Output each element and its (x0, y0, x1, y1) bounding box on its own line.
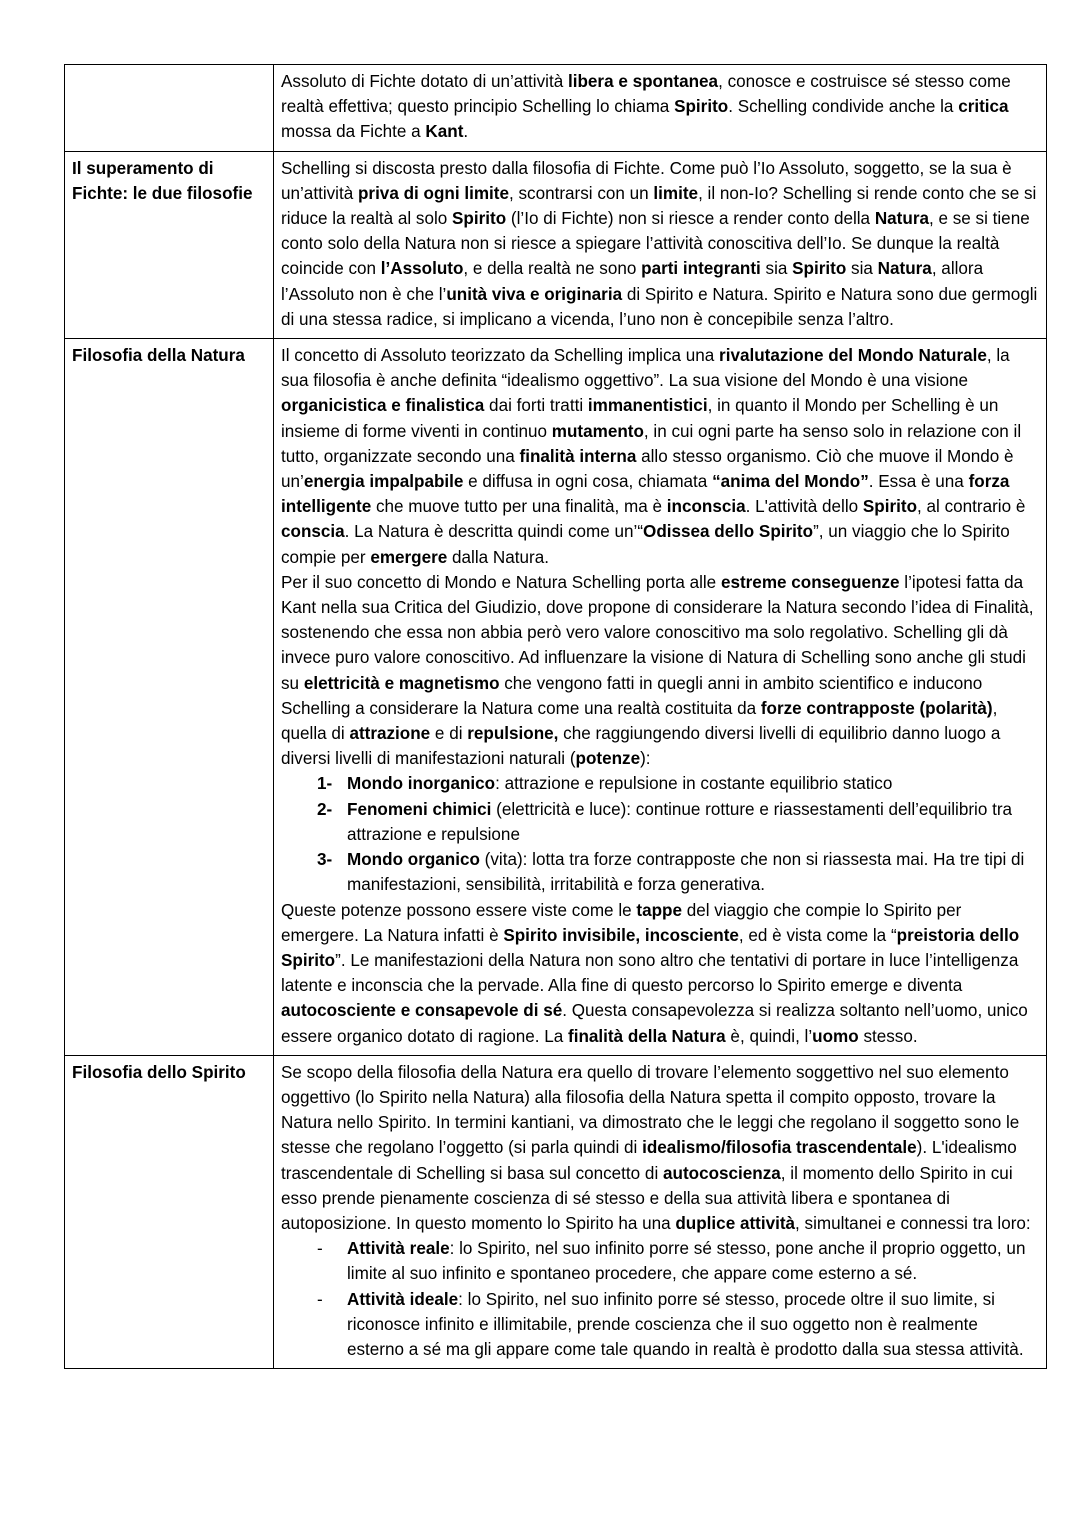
row-topic-label (65, 1055, 274, 1368)
text-run: , conosce e costruisce sé stesso come realtà effettiva; questo principio Schelling lo chiama (281, 72, 1011, 117)
text-run: , allora l’Assoluto non è che l’ (281, 259, 984, 304)
list-item-marker: - (317, 1289, 323, 1309)
text-run-bold: Odissea dello Spirito (643, 522, 814, 542)
content-paragraph (281, 343, 1039, 570)
text-run: e di (430, 724, 468, 744)
text-run: , ed è vista come la “ (738, 925, 897, 945)
text-run: . (463, 122, 469, 142)
text-run: . Questa consapevolezza si realizza soltanto nell’uomo, unico essere organico dotato di ragione. La (281, 1001, 1028, 1046)
row-content-cell (274, 151, 1047, 338)
list-item-text (347, 1236, 1039, 1286)
row-content-cell (274, 1055, 1047, 1368)
text-run: , il non-Io? Schelling si rende conto che se si riduce la realtà al solo (281, 183, 1037, 229)
text-run-bold: “anima del Mondo” (712, 472, 869, 492)
list-item-text (347, 847, 1039, 897)
text-run: allo stesso organismo. Ciò che muove il Mondo è un’ (281, 446, 1014, 492)
text-run-bold: emergere (370, 547, 448, 567)
notes-table-body (65, 65, 1047, 1369)
text-run-bold: estreme conseguenze (720, 572, 900, 592)
list-item-text (347, 1287, 1039, 1363)
list-item-marker: 3- (317, 850, 333, 870)
table-row (65, 1055, 1047, 1368)
text-run-bold: finalità della Natura (568, 1026, 726, 1046)
list-item-marker: - (317, 1239, 323, 1259)
table-row (65, 65, 1047, 152)
text-run-bold: immanentistici (587, 396, 708, 416)
notes-table (64, 64, 1047, 1369)
text-run-bold: unità viva e originaria (446, 284, 623, 304)
text-run-bold: Mondo organico (347, 850, 480, 870)
text-run-bold: Natura (874, 209, 929, 229)
text-run: che vengono fatti in quegli anni in ambito scientifico e inducono Schelling a considerare la Natura come una realtà costituita da (281, 673, 983, 718)
text-run: Queste potenze possono essere viste come le (281, 900, 637, 920)
text-run-bold: conscia (281, 522, 345, 542)
table-row (65, 151, 1047, 338)
text-run: ): (640, 749, 651, 769)
text-run-bold: l’Assoluto (380, 259, 464, 279)
content-list (281, 771, 1039, 897)
row-topic-label (65, 151, 274, 338)
text-run: sia (760, 259, 793, 279)
content-paragraph (281, 898, 1039, 1049)
text-run: , e della realtà ne sono (463, 259, 642, 279)
text-run: : lo Spirito, nel suo infinito porre sé stesso, procede oltre il suo limite, si riconosce infinito e illimitabile, prende coscienza che il suo oggetto non è realmente esterno a sé ma gli appare come tale quando in realtà è prodotto dalla sua stessa attività. (347, 1289, 1024, 1359)
content-paragraph (281, 1060, 1039, 1236)
text-run: ”. Le manifestazioni della Natura non sono altro che tentativi di portare in luce l’intelligenza latente e inconscia che la pervade. Alla fine di questo percorso lo Spirito emerge e diventa (281, 950, 1019, 996)
text-run-bold: autocoscienza (663, 1163, 781, 1183)
text-run: dalla Natura. (447, 547, 549, 567)
text-run-bold: Spirito invisibile, incosciente (503, 925, 739, 945)
text-run-bold: priva di ogni limite (357, 183, 509, 203)
row-content-cell (274, 65, 1047, 152)
text-run: è, quindi, l’ (725, 1026, 813, 1046)
text-run-bold: energia impalpabile (303, 472, 464, 492)
text-run-bold: tappe (636, 900, 682, 920)
text-run-bold: Natura (877, 259, 932, 279)
text-run: , il momento dello Spirito in cui esso prende pienamente coscienza di sé stesso e della sua attività libera e spontanea di autoposizione. In questo momento lo Spirito ha una (281, 1163, 1013, 1233)
text-run: : lo Spirito, nel suo infinito porre sé stesso, pone anche il proprio oggetto, un limite al suo infinito e spontaneo procedere, che appare come esterno a sé. (347, 1239, 1026, 1284)
text-run: . La Natura è descritta quindi come un’“ (344, 522, 644, 542)
text-run: . Essa è una (868, 472, 969, 492)
text-run-bold: limite (653, 183, 699, 203)
text-run: , e se si tiene conto solo della Natura non si riesce a spiegare l’attività conoscitiva dell’Io. Se dunque la realtà coincide con (281, 209, 1030, 279)
text-run-bold: Spirito (452, 209, 507, 229)
text-run: , quella di (281, 698, 998, 744)
text-run-bold: uomo (812, 1026, 859, 1046)
text-run: (elettricità e luce): continue rotture e riassestamenti dell’equilibrio tra attrazione e repulsione (347, 799, 1013, 844)
text-run-bold: Fenomeni chimici (347, 799, 492, 819)
text-run: , simultanei e connessi tra loro: (795, 1213, 1031, 1233)
text-run-bold: potenze (575, 749, 641, 769)
text-run: , al contrario è (917, 497, 1026, 517)
text-run: Schelling si discosta presto dalla filosofia di Fichte. Come può l’Io Assoluto, soggetto, se la sua è un’attività (281, 158, 1012, 203)
text-run: che raggiungendo diversi livelli di equilibrio danno luogo a diversi livelli di manifestazioni naturali ( (281, 724, 1001, 769)
list-item (281, 1236, 1039, 1286)
row-topic-label (65, 65, 274, 152)
text-run: dai forti tratti (484, 396, 588, 416)
text-run-bold: mutamento (551, 421, 644, 441)
text-run: ). L'idealismo trascendentale di Schelling si basa sul concetto di (281, 1138, 1017, 1183)
list-item-text (347, 771, 1039, 796)
list-item (281, 1287, 1039, 1363)
text-run: che muove tutto per una finalità, ma è (371, 497, 667, 517)
content-paragraph (281, 69, 1039, 145)
text-run: , in quanto il Mondo per Schelling è un insieme di forme viventi in continuo (281, 396, 999, 441)
text-run-bold: Mondo inorganico (347, 774, 496, 794)
text-run: Per il suo concetto di Mondo e Natura Schelling porta alle (281, 572, 721, 592)
text-run-bold: idealismo/filosofia trascendentale (642, 1138, 917, 1158)
text-run: Il concetto di Assoluto teorizzato da Schelling implica una (281, 346, 720, 366)
list-item (281, 771, 1039, 796)
text-run: . L'attività dello (745, 497, 863, 517)
text-run: Se scopo della filosofia della Natura era quello di trovare l’elemento soggettivo nel suo elemento oggettivo (lo Spirito nella Natura) alla filosofia della Natura spetta il compito opposto, trovare la Natura nello Spirito. In termini kantiani, va dimostrato che le leggi che regolano il soggetto sono le stesse che regolano l’oggetto (si parla quindi di (281, 1062, 1020, 1158)
text-run: Assoluto di Fichte dotato di un’attività (281, 72, 568, 91)
text-run: . Schelling condivide anche la (728, 97, 959, 117)
text-run: stesso. (858, 1026, 918, 1046)
topic-label-text: Filosofia dello Spirito (72, 1062, 246, 1082)
text-run-bold: Spirito (862, 497, 918, 517)
text-run-bold: inconscia (666, 497, 746, 517)
text-run-bold: Attività ideale (347, 1289, 459, 1309)
text-run-bold: preistoria dello Spirito (281, 925, 1020, 970)
table-row (65, 339, 1047, 1056)
text-run: , la sua filosofia è anche definita “idealismo oggettivo”. La sua visione del Mondo è una visione (281, 346, 1010, 391)
text-run-bold: rivalutazione del Mondo Naturale (719, 346, 987, 366)
text-run: mossa da Fichte a (281, 122, 426, 142)
text-run-bold: Spirito (674, 97, 729, 117)
text-run-bold: libera e spontanea (567, 72, 719, 91)
text-run-bold: elettricità e magnetismo (303, 673, 500, 693)
text-run: l’ipotesi fatta da Kant nella sua Critica del Giudizio, dove propone di considerare la Natura secondo l’idea di Finalità, sostenendo che essa non abbia però vero valore conoscitivo ma solo regolativo. Schelling gli dà invece puro valore conoscitivo. Ad influenzare la visione di Natura di Schelling sono anche gli studi su (281, 572, 1034, 693)
text-run: (l’Io di Fichte) non si riesce a render conto della (506, 209, 875, 229)
topic-label-text: Filosofia della Natura (72, 346, 245, 366)
text-run: : attrazione e repulsione in costante equilibrio statico (495, 774, 893, 794)
topic-label-text: Il superamento di Fichte: le due filosofie (72, 158, 253, 203)
text-run-bold: forze contrapposte (polarità) (760, 698, 993, 718)
text-run: e diffusa in ogni cosa, chiamata (463, 472, 713, 492)
text-run: sia (846, 259, 878, 279)
text-run-bold: autocosciente e consapevole di sé (281, 1001, 563, 1021)
text-run: del viaggio che compie lo Spirito per emergere. La Natura infatti è (281, 900, 962, 945)
list-item-marker: 1- (317, 774, 333, 794)
text-run-bold: critica (958, 97, 1009, 117)
text-run-bold: finalità interna (519, 446, 637, 466)
list-item-text (347, 797, 1039, 847)
text-run: , in cui ogni parte ha senso solo in relazione con il tutto, organizzate secondo una (281, 421, 1022, 466)
row-topic-label (65, 339, 274, 1056)
text-run: , scontrarsi con un (508, 183, 654, 203)
content-list (281, 1236, 1039, 1362)
text-run-bold: organicistica e finalistica (281, 396, 485, 416)
list-item (281, 797, 1039, 847)
list-item-marker: 2- (317, 799, 333, 819)
text-run-bold: parti integranti (641, 259, 761, 279)
text-run-bold: forza intelligente (281, 472, 1010, 517)
text-run: (vita): lotta tra forze contrapposte che non si riassesta mai. Ha tre tipi di manifestazioni, sensibilità, irritabilità e forza generativa. (347, 850, 1025, 895)
text-run-bold: duplice attività (675, 1213, 796, 1233)
text-run-bold: Kant (425, 122, 464, 142)
content-paragraph (281, 570, 1039, 772)
text-run-bold: Attività reale (347, 1239, 450, 1259)
text-run-bold: repulsione, (467, 724, 559, 744)
text-run-bold: attrazione (349, 724, 431, 744)
list-item (281, 847, 1039, 897)
row-content-cell (274, 339, 1047, 1056)
text-run: di Spirito e Natura. Spirito e Natura sono due germogli di una stessa radice, si implicano a vicenda, l’uno non è concepibile senza l’altro. (281, 284, 1038, 329)
text-run-bold: Spirito (792, 259, 847, 279)
content-paragraph (281, 156, 1039, 332)
text-run: ”, un viaggio che lo Spirito compie per (281, 522, 1010, 567)
